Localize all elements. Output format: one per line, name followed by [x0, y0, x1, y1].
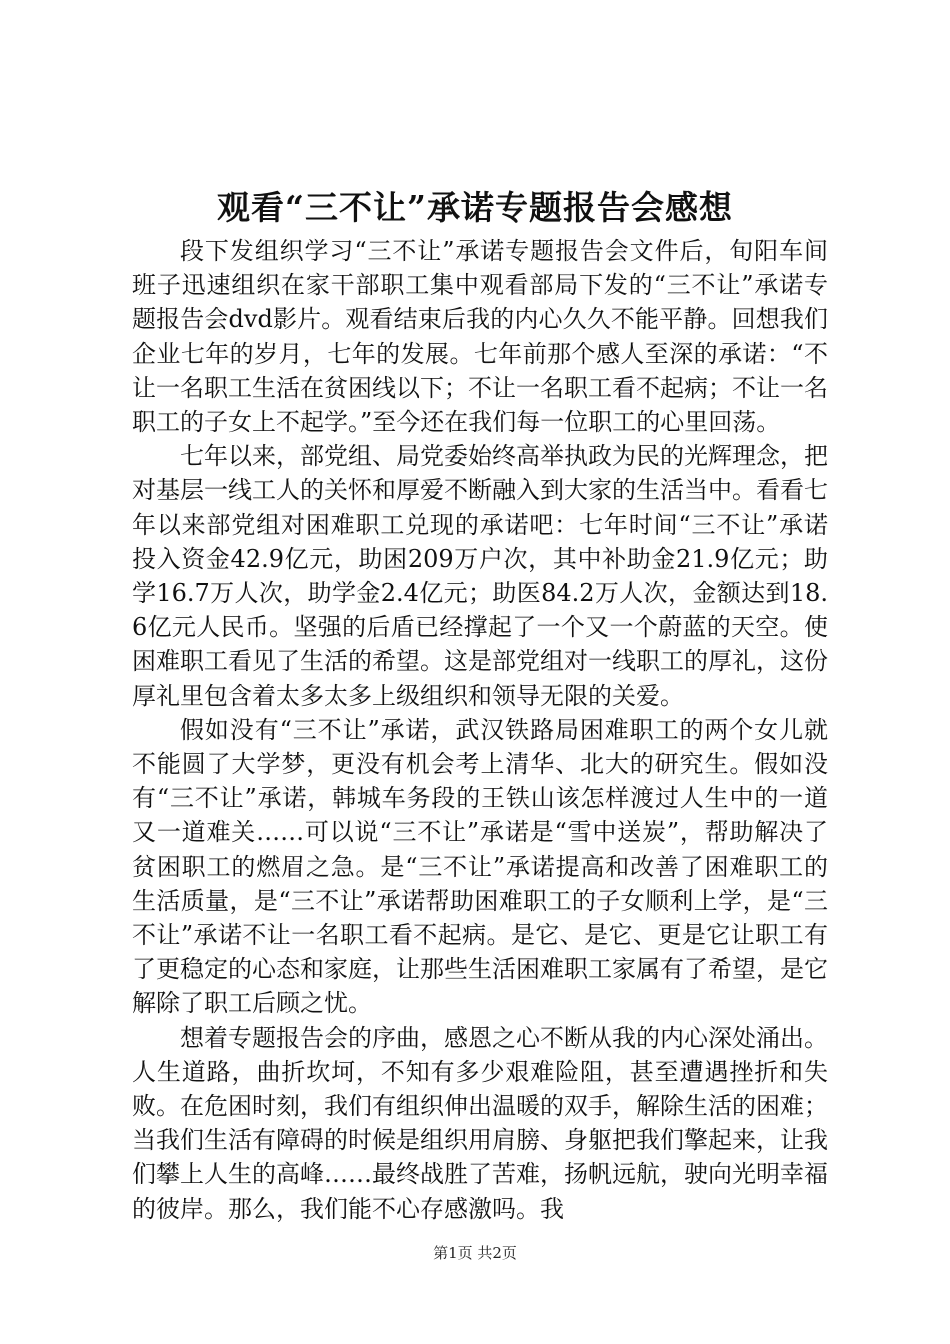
- paragraph-2: 七年以来，部党组、局党委始终高举执政为民的光辉理念，把对基层一线工人的关怀和厚爱不断融入到大家的生活当中。看看七年以来部党组对困难职工兑现的承诺吧：七年时间“三不让”承诺投入资金42.9亿元，助困209万户次，其中补助金21.9亿元；助学16.7万人次，助学金2.4亿元；助医84.2万人次，金额达到18.6亿元人民币。坚强的后盾已经撑起了一个又一个蔚蓝的天空。使困难职工看见了生活的希望。这是部党组对一线职工的厚礼，这份厚礼里包含着太多太多上级组织和领导无限的关爱。: [132, 442, 828, 710]
- paragraph-4: 想着专题报告会的序曲，感恩之心不断从我的内心深处涌出。人生道路，曲折坎坷，不知有多少艰难险阻，甚至遭遇挫折和失败。在危困时刻，我们有组织伸出温暖的双手，解除生活的困难；当我们生活有障碍的时候是组织用肩膀、身躯把我们擎起来，让我们攀上人生的高峰……最终战胜了苦难，扬帆远航，驶向光明幸福的彼岸。那么，我们能不心存感激吗。我: [132, 1023, 828, 1223]
- page-number-footer: 第1页 共2页: [433, 1244, 517, 1262]
- paragraph-3: 假如没有“三不让”承诺，武汉铁路局困难职工的两个女儿就不能圆了大学梦，更没有机会考上清华、北大的研究生。假如没有“三不让”承诺，韩城车务段的王铁山该怎样渡过人生中的一道又一道难关……可以说“三不让”承诺是“雪中送炭”，帮助解决了贫困职工的燃眉之急。是“三不让”承诺提高和改善了困难职工的生活质量，是“三不让”承诺帮助困难职工的子女顺利上学，是“三不让”承诺不让一名职工看不起病。是它、是它、更是它让职工有了更稳定的心态和家庭，让那些生活困难职工家属有了希望，是它解除了职工后顾之忧。: [132, 715, 828, 1018]
- document-body: [132, 234, 828, 1226]
- document-title: 观看“三不让”承诺专题报告会感想: [217, 188, 733, 227]
- paragraph-1: 段下发组织学习“三不让”承诺专题报告会文件后，旬阳车间班子迅速组织在家干部职工集中观看部局下发的“三不让”承诺专题报告会dvd影片。观看结束后我的内心久久不能平静。回想我们企业七年的岁月，七年的发展。七年前那个感人至深的承诺：“不让一名职工生活在贫困线以下；不让一名职工看不起病；不让一名职工的子女上不起学。”至今还在我们每一位职工的心里回荡。: [132, 237, 828, 437]
